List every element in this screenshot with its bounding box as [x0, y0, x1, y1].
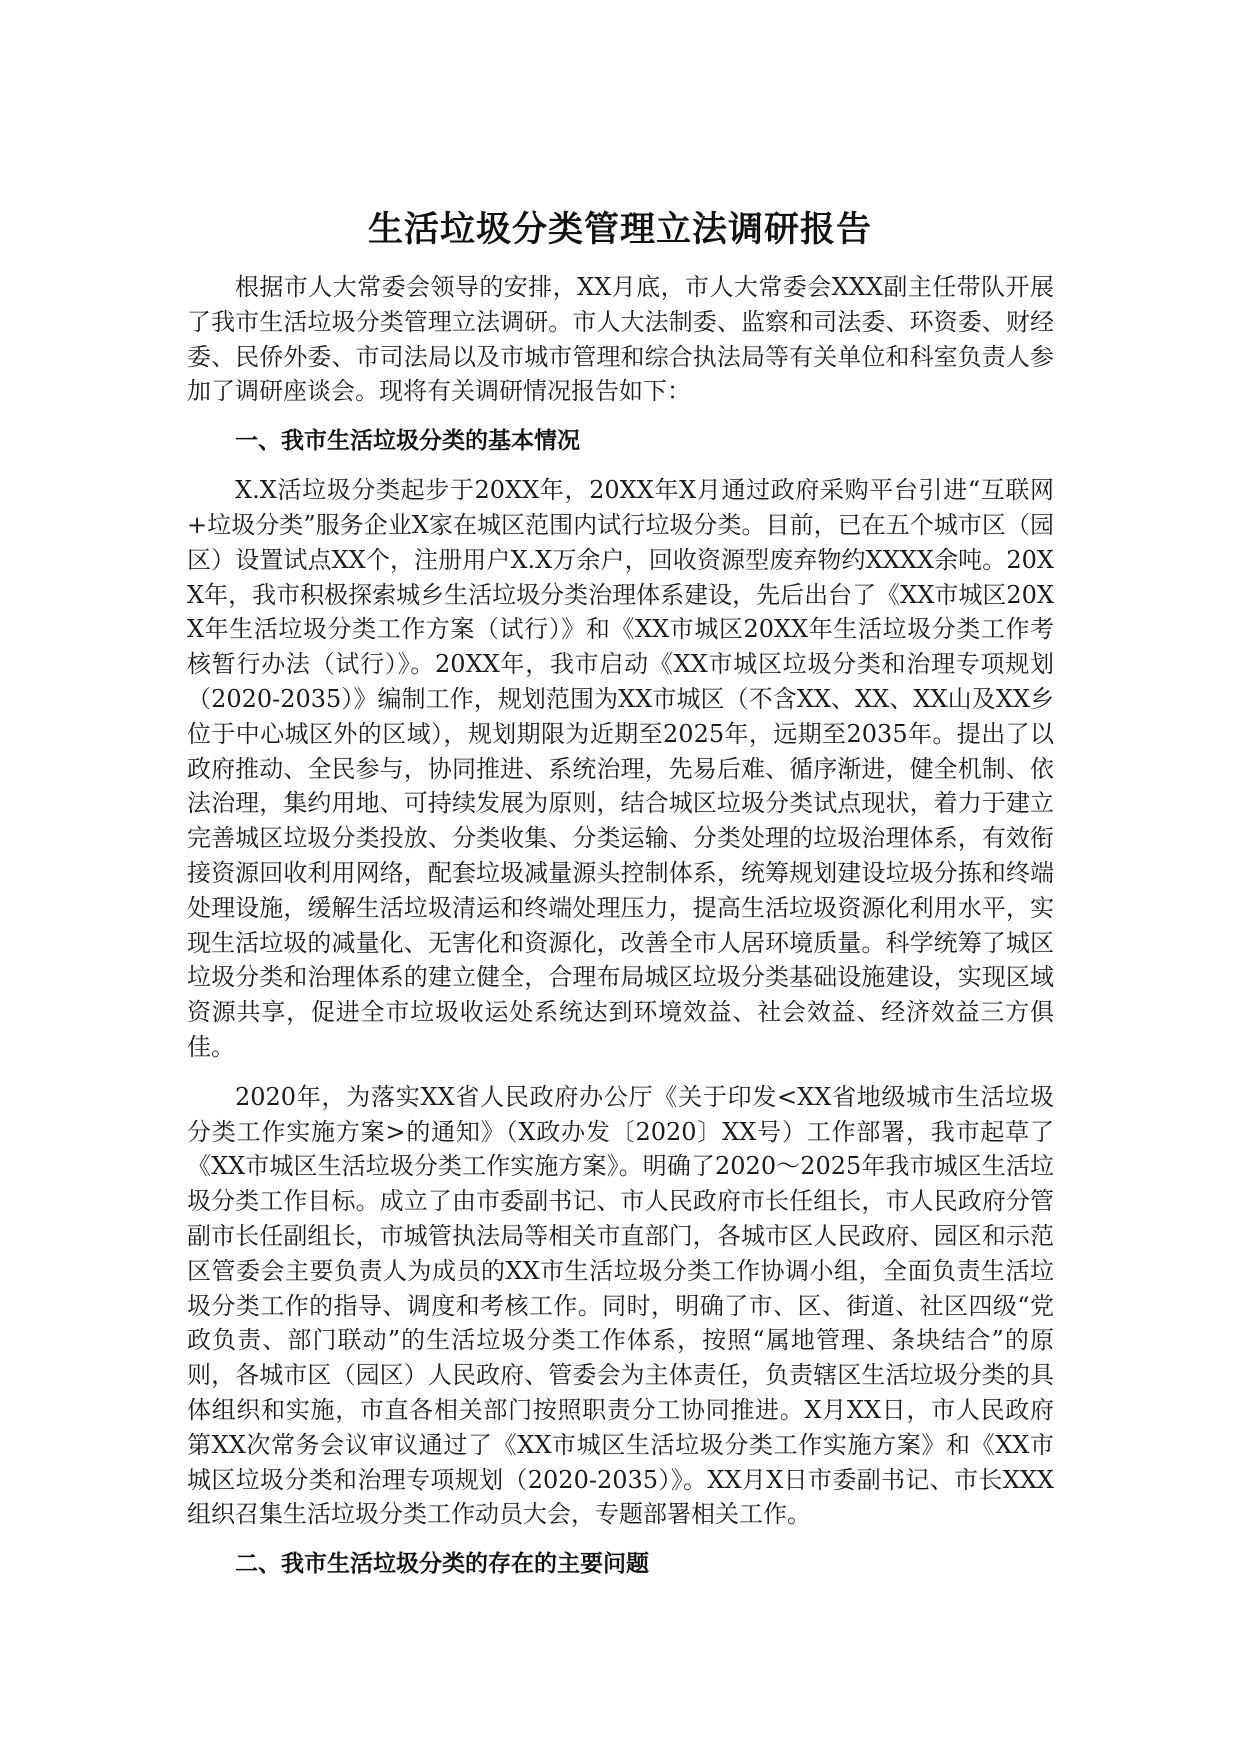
section-1-heading: 一、我市生活垃圾分类的基本情况	[235, 428, 580, 455]
intro-paragraph: 根据市人大常委会领导的安排，XX月底，市人大常委会XXX副主任带队开展了我市生活垃圾分类管理立法调研。市人大法制委、监察和司法委、环资委、财经委、民侨外委、市司法局以及市城市管理和综合执法局等有关单位和科室负责人参加了调研座谈会。现将有关调研情况报告如下：	[187, 273, 1054, 406]
section-1-paragraph-2: 2020年，为落实XX省人民政府办公厅《关于印发<XX省地级城市生活垃圾分类工作实施方案>的通知》（X政办发〔2020〕XX号）工作部署，我市起草了《XX市城区生活垃圾分类工作实施方案》。明确了2020～2025年我市城区生活垃圾分类工作目标。成立了由市委副书记、市人民政府市长任组长，市人民政府分管副市长任副组长，市城管执法局等相关市直部门，各城市区人民政府、园区和示范区管委会主要负责人为成员的XX市生活垃圾分类工作协调小组，全面负责生活垃圾分类工作的指导、调度和考核工作。同时，明确了市、区、街道、社区四级“党政负责、部门联动”的生活垃圾分类工作体系，按照“属地管理、条块结合”的原则，各城市区（园区）人民政府、管委会为主体责任，负责辖区生活垃圾分类的具体组织和实施，市直各相关部门按照职责分工协同推进。X月XX日，市人民政府第XX次常务会议审议通过了《XX市城区生活垃圾分类工作实施方案》和《XX市城区垃圾分类和治理专项规划（2020-2035）》。XX月X日市委副书记、市长XXX组织召集生活垃圾分类工作动员大会，专题部署相关工作。	[187, 1082, 1054, 1529]
section-2-heading: 二、我市生活垃圾分类的存在的主要问题	[235, 1551, 649, 1578]
document-title: 生活垃圾分类管理立法调研报告	[367, 210, 872, 250]
document-body	[187, 270, 1054, 1596]
section-1-paragraph-1: X.X活垃圾分类起步于20XX年，20XX年X月通过政府采购平台引进“互联网+垃圾分类”服务企业X家在城区范围内试行垃圾分类。目前，已在五个城市区（园区）设置试点XX个，注册用户X.X万余户，回收资源型废弃物约XXXX余吨。20XX年，我市积极探索城乡生活垃圾分类治理体系建设，先后出台了《XX市城区20XX年生活垃圾分类工作方案（试行）》和《XX市城区20XX年生活垃圾分类工作考核暂行办法（试行）》。20XX年，我市启动《XX市城区垃圾分类和治理专项规划（2020-2035）》编制工作，规划范围为XX市城区（不含XX、XX、XX山及XX乡位于中心城区外的区域），规划期限为近期至2025年，远期至2035年。提出了以政府推动、全民参与，协同推进、系统治理，先易后难、循序渐进，健全机制、依法治理，集约用地、可持续发展为原则，结合城区垃圾分类试点现状，着力于建立完善城区垃圾分类投放、分类收集、分类运输、分类处理的垃圾治理体系，有效衔接资源回收利用网络，配套垃圾减量源头控制体系，统筹规划建设垃圾分拣和终端处理设施，缓解生活垃圾清运和终端处理压力，提高生活垃圾资源化利用水平，实现生活垃圾的减量化、无害化和资源化，改善全市人居环境质量。科学统筹了城区垃圾分类和治理体系的建立健全，合理布局城区垃圾分类基础设施建设，实现区域资源共享，促进全市垃圾收运处系统达到环境效益、社会效益、经济效益三方俱佳。	[187, 476, 1054, 1061]
